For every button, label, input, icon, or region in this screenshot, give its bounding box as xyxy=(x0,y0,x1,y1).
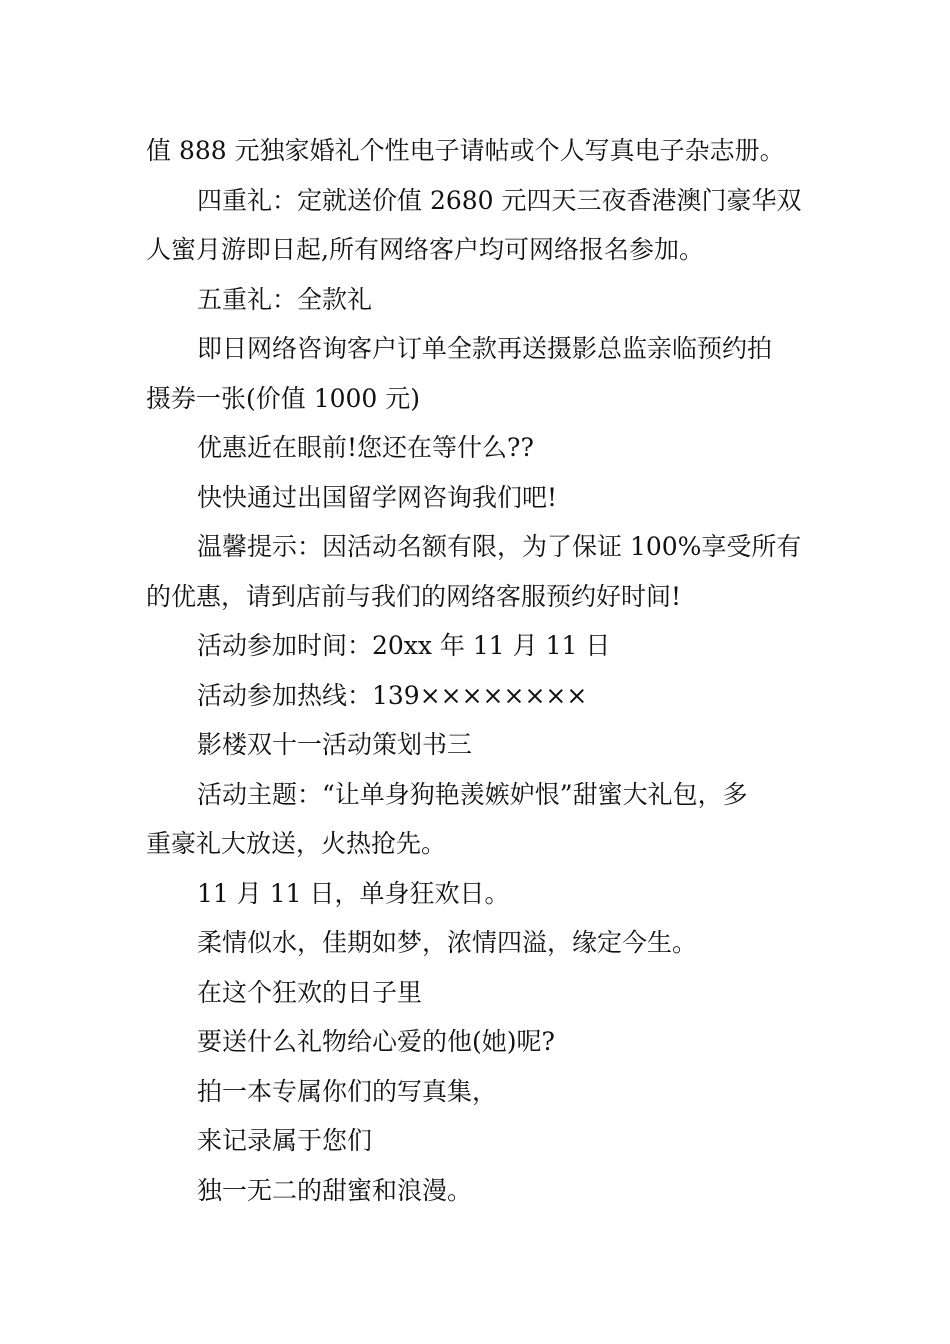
text-line: 柔情似水，佳期如梦，浓情四溢，缘定今生。 xyxy=(197,928,698,957)
document-body xyxy=(146,126,816,1215)
text-line: 11 月 11 日，单身狂欢日。 xyxy=(197,878,510,908)
text-line: 人蜜月游即日起,所有网络客户均可网络报名参加。 xyxy=(146,235,704,264)
text-line: 要送什么礼物给心爱的他(她)呢? xyxy=(197,1027,555,1056)
section-heading: 影楼双十一活动策划书三 xyxy=(197,730,473,759)
text-line: 重豪礼大放送，火热抢先。 xyxy=(146,829,447,858)
text-line: 优惠近在眼前!您还在等什么?? xyxy=(197,433,534,462)
text-line: 在这个狂欢的日子里 xyxy=(197,977,423,1007)
text-line: 即日网络咨询客户订单全款再送摄影总监亲临预约拍 xyxy=(197,334,773,363)
text-line: 拍一本专属你们的写真集， xyxy=(197,1076,498,1106)
text-line: 温馨提示：因活动名额有限，为了保证 100%享受所有 xyxy=(197,532,802,561)
text-line: 的优惠，请到店前与我们的网络客服预约好时间! xyxy=(146,581,682,611)
text-line: 快快通过出国留学网咨询我们吧! xyxy=(197,482,558,512)
text-line: 独一无二的甜蜜和浪漫。 xyxy=(197,1175,473,1205)
text-line: 活动主题：“让单身狗艳羡嫉妒恨”甜蜜大礼包，多 xyxy=(197,779,748,809)
text-line: 来记录属于您们 xyxy=(197,1126,373,1155)
text-line: 活动参加热线：139×××××××× xyxy=(197,680,588,710)
text-line: 值 888 元独家婚礼个性电子请帖或个人写真电子杂志册。 xyxy=(146,136,785,165)
text-line: 摄券一张(价值 1000 元) xyxy=(146,383,421,413)
text-line: 五重礼：全款礼 xyxy=(197,284,373,314)
text-line: 活动参加时间：20xx 年 11 月 11 日 xyxy=(197,631,611,660)
text-line: 四重礼：定就送价值 2680 元四天三夜香港澳门豪华双 xyxy=(197,185,802,215)
